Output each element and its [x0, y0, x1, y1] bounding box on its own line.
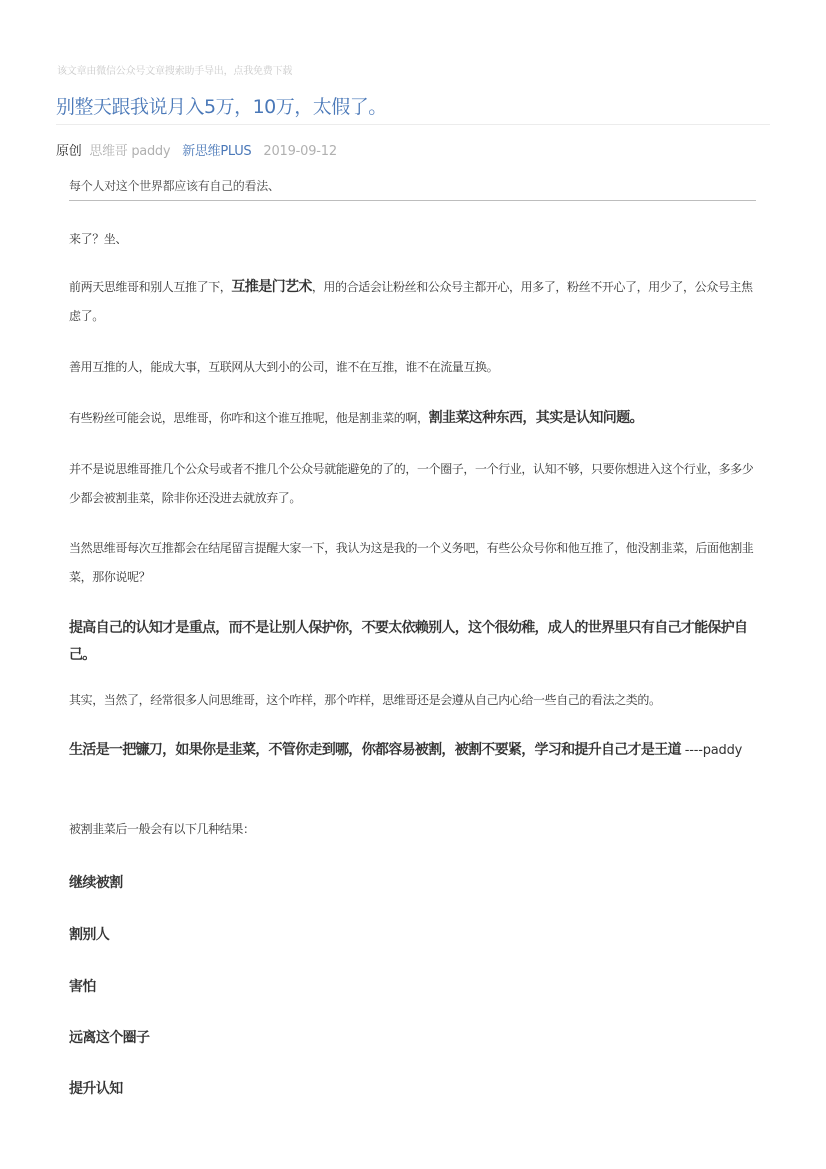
intro-divider	[69, 200, 756, 201]
author-name: 思维哥 paddy	[89, 144, 171, 159]
article-title: 别整天跟我说月入5万，10万，太假了。	[56, 96, 387, 118]
outcome-item: 害怕	[69, 979, 96, 995]
paragraph-7-emphasis: 提高自己的认知才是重点，而不是让别人保护你，不要太依赖别人，这个很幼稚，成人的世界里只有自己才能保护自己。	[69, 620, 748, 663]
outcome-item: 远离这个圈子	[69, 1030, 150, 1046]
paragraph-3: 善用互推的人，能成大事，互联网从大到小的公司，谁不在互推，谁不在流量互换。	[69, 360, 499, 374]
paragraph-10: 被割韭菜后一般会有以下几种结果：	[69, 822, 255, 836]
paragraph-9-bold: 生活是一把镰刀，如果你是韭菜，不管你走到哪，你都容易被割，被割不要紧，学习和提升自己才是王道	[69, 742, 681, 758]
paragraph-9-signature: ----paddy	[680, 743, 743, 758]
original-label: 原创	[56, 144, 82, 159]
paragraph-4-bold: 割韭菜这种东西，其实是认知问题。	[428, 410, 644, 426]
publish-date: 2019-09-12	[263, 144, 337, 159]
paragraph-2-bold: 互推是门艺术	[231, 279, 312, 295]
account-name-link[interactable]: 新思维PLUS	[182, 144, 252, 159]
paragraph-4	[69, 404, 759, 433]
article-meta	[56, 140, 337, 159]
paragraph-1: 来了？坐、	[69, 232, 128, 246]
title-divider	[56, 124, 770, 125]
paragraph-8: 其实，当然了，经常很多人问思维哥，这个咋样，那个咋样，思维哥还是会遵从自己内心给一些自己的看法之类的。	[69, 693, 661, 707]
paragraph-9-quote	[69, 737, 759, 764]
paragraph-5: 并不是说思维哥推几个公众号或者不推几个公众号就能避免的了的，一个圈子，一个行业，认知不够，只要你想进入这个行业，多多少少都会被割韭菜，除非你还没进去就放弃了。	[69, 462, 754, 505]
paragraph-6: 当然思维哥每次互推都会在结尾留言提醒大家一下，我认为这是我的一个义务吧，有些公众号你和他互推了，他没割韭菜，后面他割韭菜，那你说呢？	[69, 541, 754, 584]
outcome-item: 继续被割	[69, 875, 123, 891]
paragraph-2-text-b: ，用的合适会让粉丝和公众号主都开心，用多了，粉丝不开心了，用少了，公众号主焦虑了。	[69, 280, 753, 323]
paragraph-4-text: 有些粉丝可能会说，思维哥，你咋和这个谁互推呢，他是割韭菜的啊，	[69, 411, 429, 425]
paragraph-2	[69, 273, 759, 331]
article-intro: 每个人对这个世界都应该有自己的看法、	[69, 179, 280, 193]
export-notice-link[interactable]: 该文章由微信公众号文章搜索助手导出，点我免费下载	[57, 66, 293, 77]
outcome-item: 提升认知	[69, 1081, 123, 1097]
outcome-item: 割别人	[69, 927, 110, 943]
paragraph-2-text-a: 前两天思维哥和别人互推了下，	[69, 280, 232, 294]
